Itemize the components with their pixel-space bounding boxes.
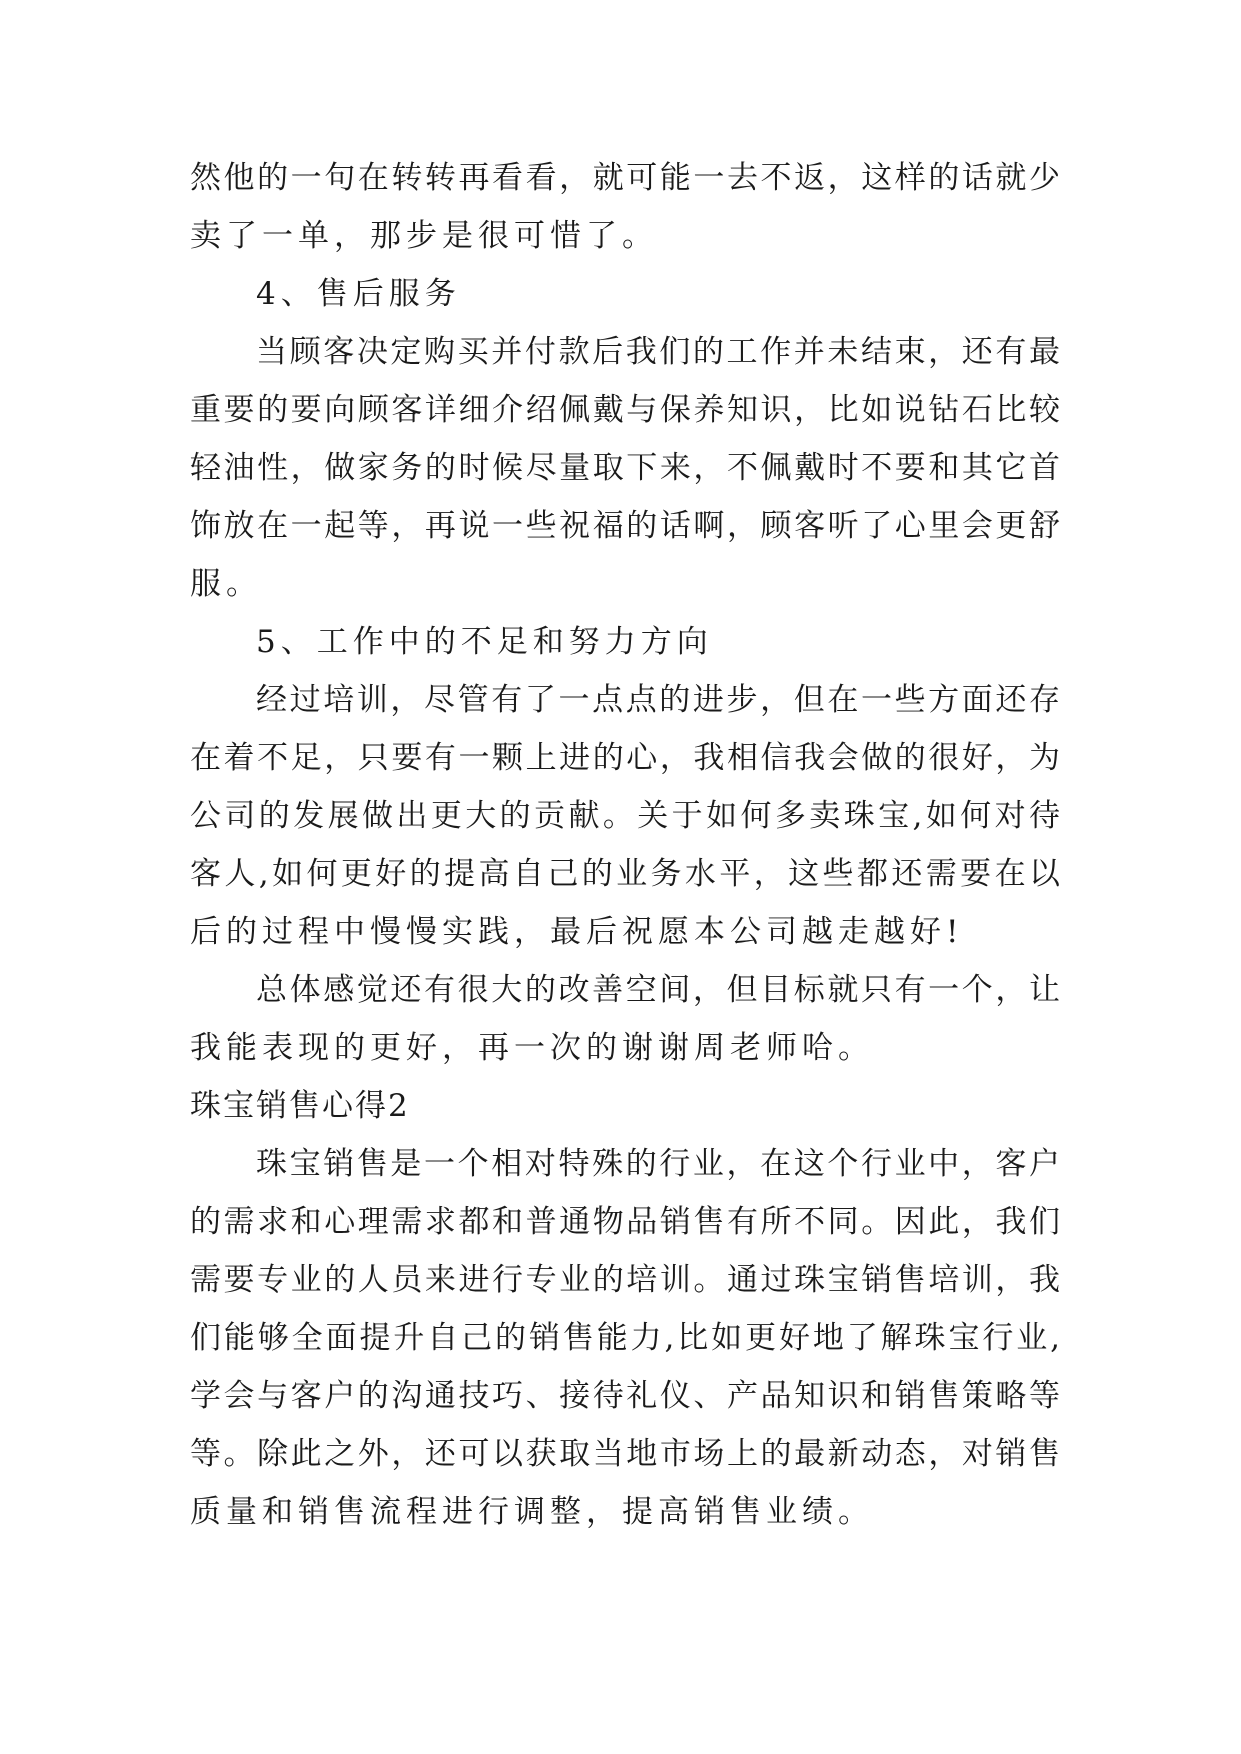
body-text-line: 需要专业的人员来进行专业的培训。通过珠宝销售培训，我	[190, 1262, 1060, 1298]
body-text-line: 质量和销售流程进行调整，提高销售业绩。	[190, 1494, 874, 1530]
section-heading: 5、工作中的不足和努力方向	[256, 624, 713, 660]
body-text-line: 总体感觉还有很大的改善空间，但目标就只有一个，让	[256, 972, 1060, 1008]
section-heading: 4、售后服务	[256, 276, 461, 312]
body-text-line: 珠宝销售是一个相对特殊的行业，在这个行业中，客户	[256, 1146, 1060, 1182]
body-text-line: 后的过程中慢慢实践，最后祝愿本公司越走越好!	[190, 914, 964, 950]
body-text-line: 在着不足，只要有一颗上进的心，我相信我会做的很好，为	[190, 740, 1060, 776]
body-text-line: 等。除此之外，还可以获取当地市场上的最新动态，对销售	[190, 1436, 1060, 1472]
body-text-line: 然他的一句在转转再看看，就可能一去不返，这样的话就少	[190, 160, 1060, 196]
body-text-line: 重要的要向顾客详细介绍佩戴与保养知识，比如说钻石比较	[190, 392, 1060, 428]
body-text-line: 服。	[190, 566, 262, 602]
body-text-line: 公司的发展做出更大的贡献。关于如何多卖珠宝,如何对待	[190, 798, 1060, 834]
body-text-line: 卖了一单，那步是很可惜了。	[190, 218, 658, 254]
body-text-line: 客人,如何更好的提高自己的业务水平，这些都还需要在以	[190, 856, 1060, 892]
body-text-line: 学会与客户的沟通技巧、接待礼仪、产品知识和销售策略等	[190, 1378, 1060, 1414]
body-text-line: 我能表现的更好，再一次的谢谢周老师哈。	[190, 1030, 874, 1066]
body-text-line: 们能够全面提升自己的销售能力,比如更好地了解珠宝行业,	[190, 1320, 1060, 1356]
body-text-line: 当顾客决定购买并付款后我们的工作并未结束，还有最	[256, 334, 1060, 370]
body-text-line: 经过培训，尽管有了一点点的进步，但在一些方面还存	[256, 682, 1060, 718]
document-title: 珠宝销售心得2	[190, 1088, 410, 1124]
body-text-line: 的需求和心理需求都和普通物品销售有所不同。因此，我们	[190, 1204, 1060, 1240]
body-text-line: 饰放在一起等，再说一些祝福的话啊，顾客听了心里会更舒	[190, 508, 1060, 544]
body-text-line: 轻油性，做家务的时候尽量取下来，不佩戴时不要和其它首	[190, 450, 1060, 486]
